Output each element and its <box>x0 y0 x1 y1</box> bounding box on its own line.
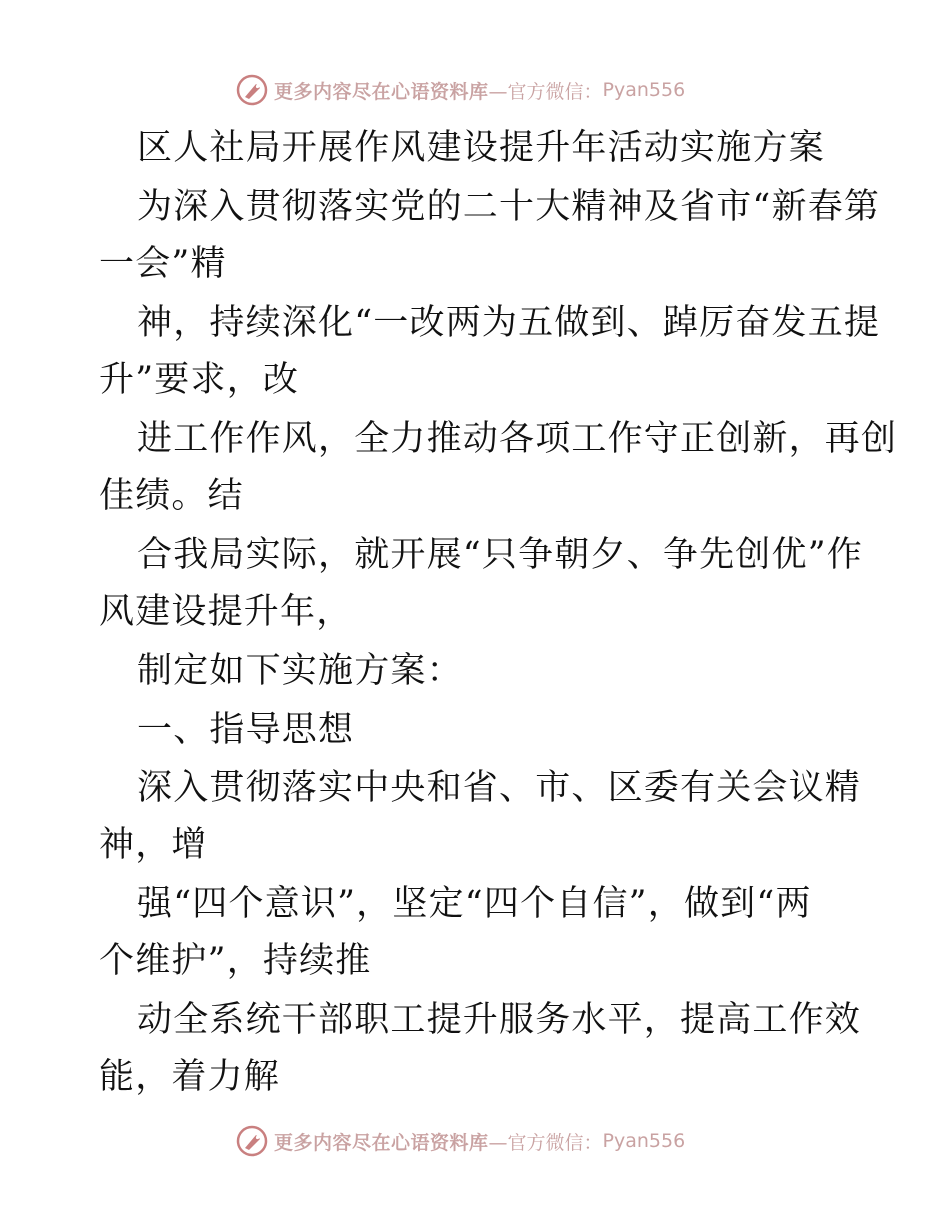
watermark-text: 更多内容尽在心语资料库 <box>274 80 489 103</box>
paragraph-line: 风建设提升年， <box>99 592 353 632</box>
pen-nib-logo-icon <box>236 74 268 106</box>
watermark-separator: —官方微信： <box>488 1131 603 1154</box>
section-heading: 一、指导思想 <box>137 710 355 750</box>
paragraph-line: 深入贯彻落实中央和省、市、区委有关会议精 <box>137 768 862 808</box>
paragraph-line: 合我局实际，就开展“只争朝夕、争先创优”作 <box>137 535 863 575</box>
watermark-header <box>236 73 685 107</box>
watermark-separator: —官方微信： <box>488 80 603 103</box>
paragraph-line: 升”要求，改 <box>99 360 300 400</box>
watermark-footer <box>236 1124 685 1158</box>
paragraph-line: 神，持续深化“一改两为五做到、踔厉奋发五提 <box>137 303 881 343</box>
watermark-account: Pyan556 <box>602 79 686 101</box>
watermark-account: Pyan556 <box>602 1130 686 1152</box>
paragraph-line: 动全系统干部职工提升服务水平，提高工作效 <box>137 1000 862 1040</box>
watermark-text: 更多内容尽在心语资料库 <box>274 1131 489 1154</box>
paragraph-line: 佳绩。结 <box>99 476 244 516</box>
paragraph-line: 能，着力解 <box>99 1057 281 1097</box>
paragraph-line: 进工作作风，全力推动各项工作守正创新，再创 <box>137 419 898 459</box>
pen-nib-logo-icon <box>236 1125 268 1157</box>
document-title: 区人社局开展作风建设提升年活动实施方案 <box>137 128 825 168</box>
paragraph-line: 个维护”，持续推 <box>99 941 372 981</box>
paragraph-line: 神，增 <box>99 825 208 865</box>
paragraph-line: 制定如下实施方案： <box>137 651 463 691</box>
paragraph-line: 一会”精 <box>99 244 227 284</box>
paragraph-line: 为深入贯彻落实党的二十大精神及省市“新春第 <box>137 187 881 227</box>
paragraph-line: 强“四个意识”，坚定“四个自信”，做到“两 <box>137 884 812 924</box>
